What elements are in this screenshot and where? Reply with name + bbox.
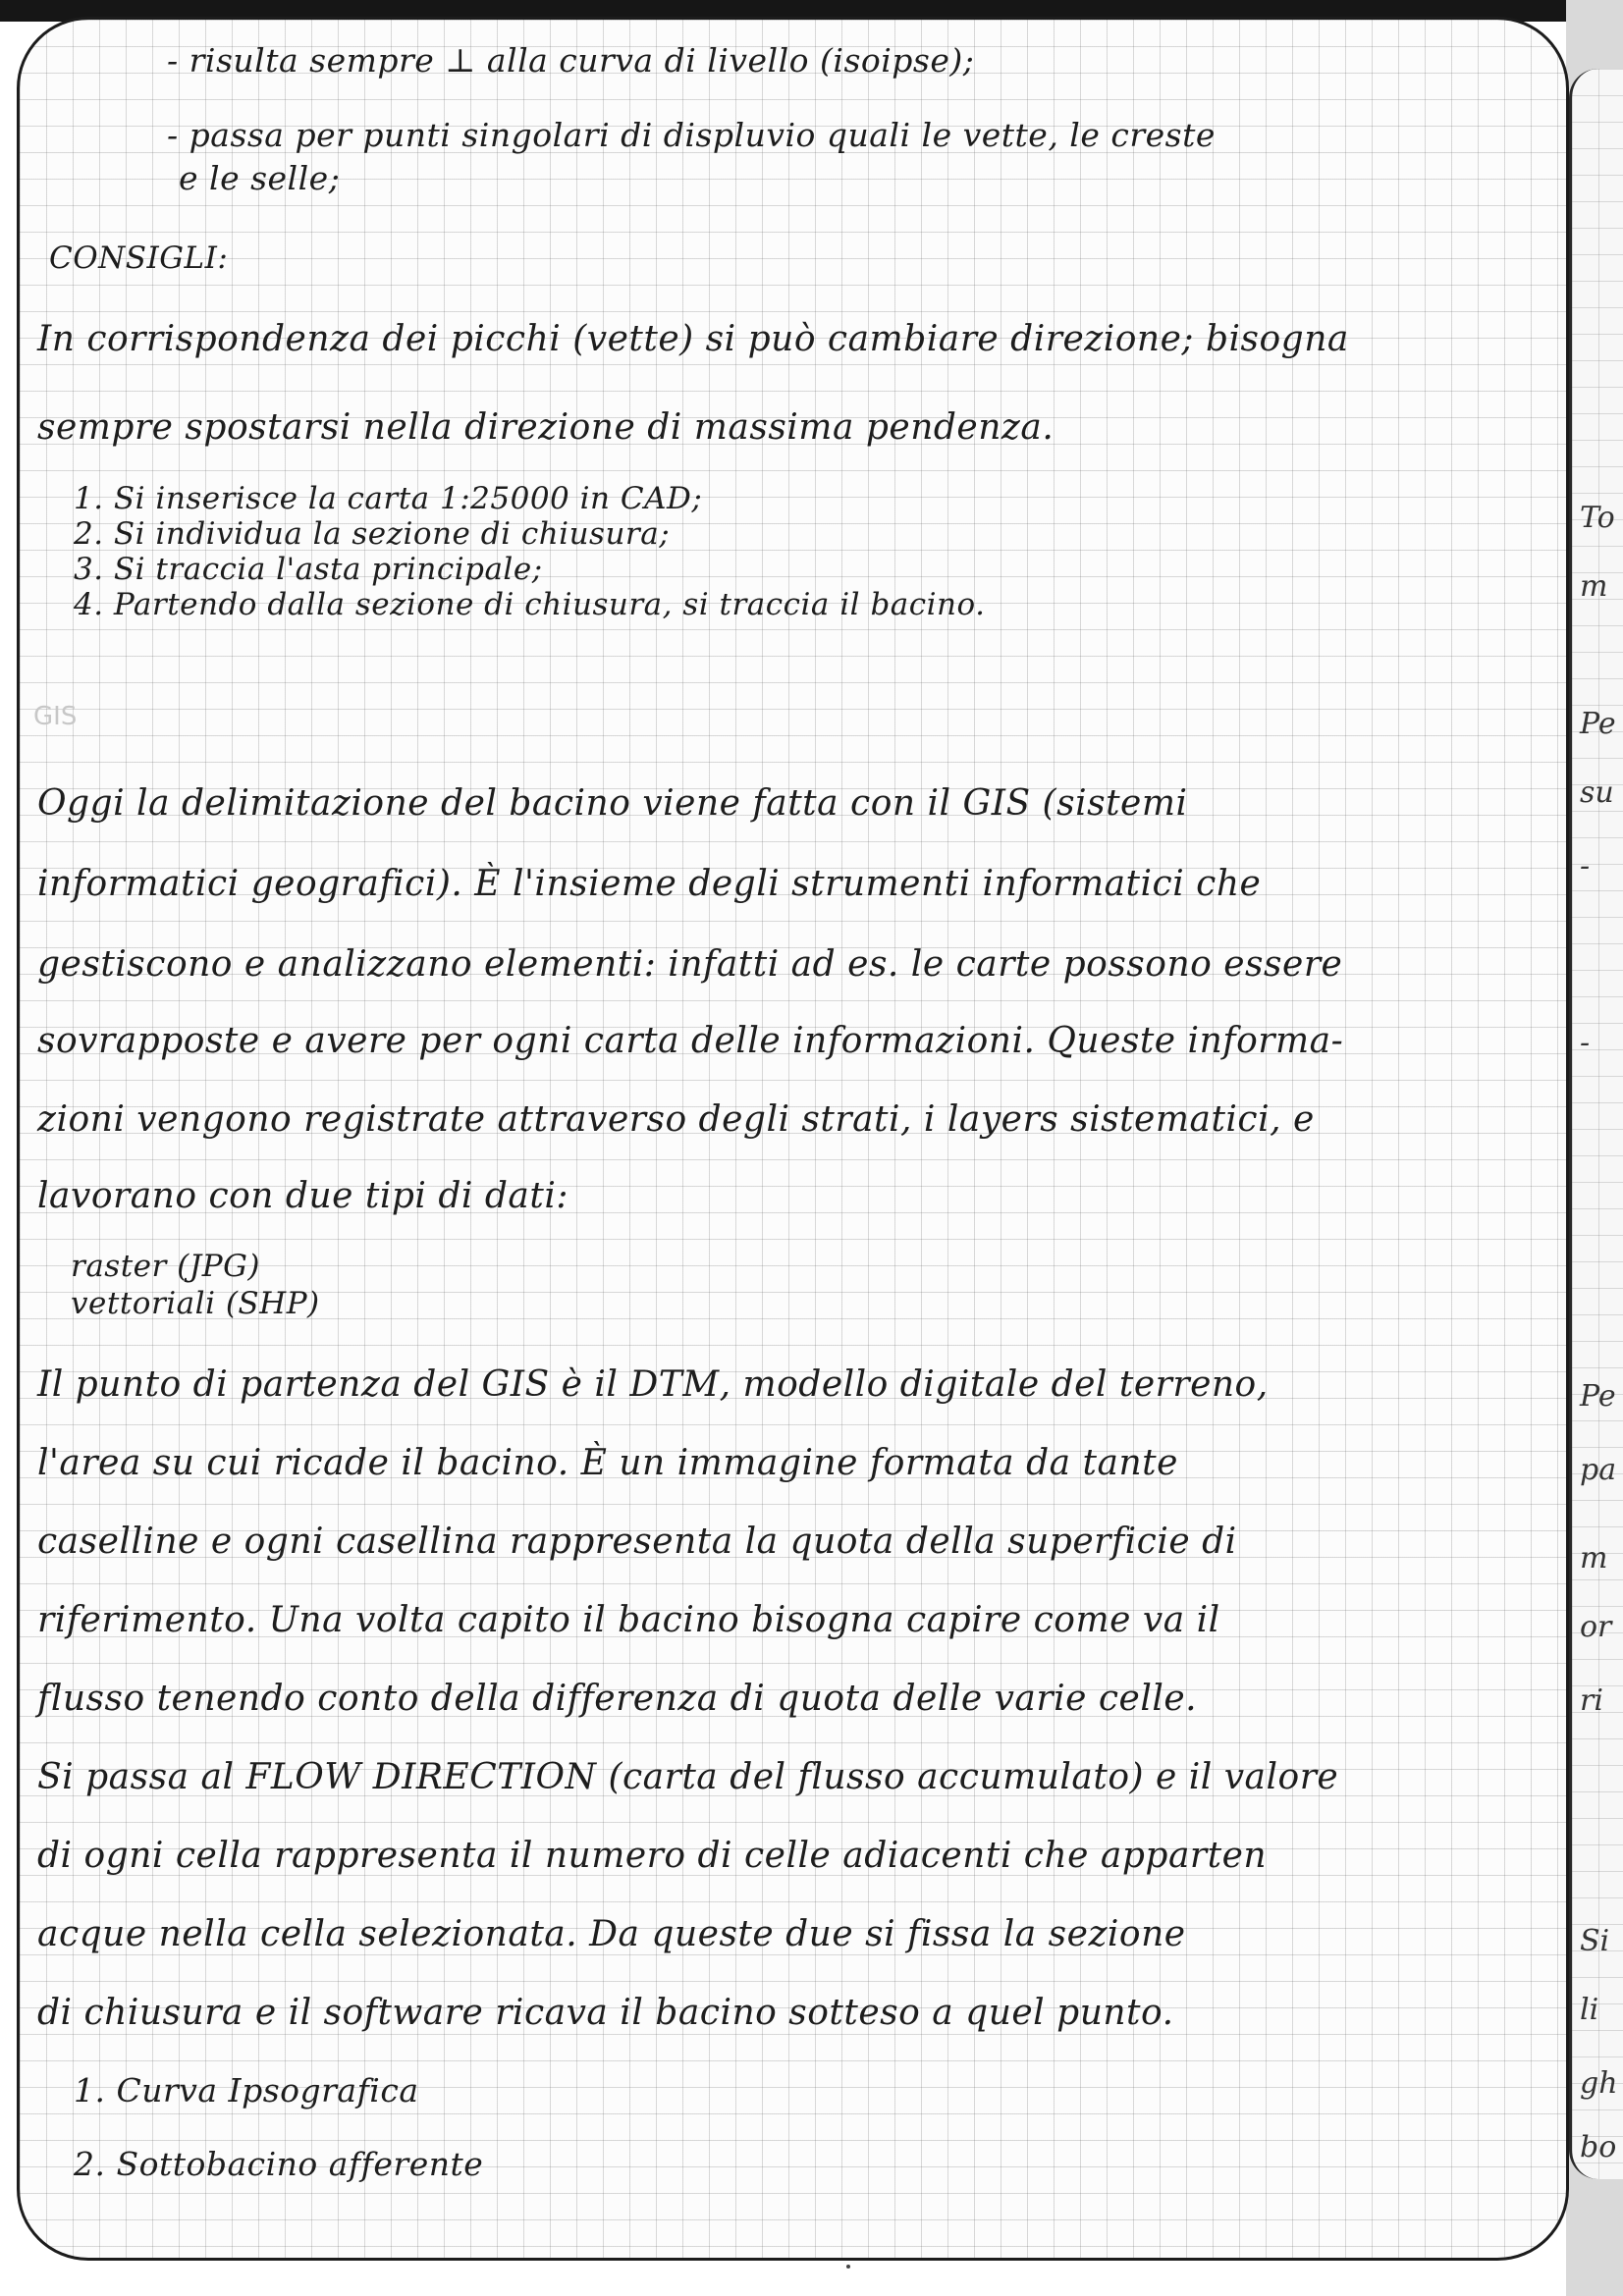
text-line: zioni vengono registrate attraverso degli strati, i layers sistematici, e xyxy=(37,1099,1315,1140)
side-fragment: - xyxy=(1580,849,1591,883)
side-fragment: To xyxy=(1580,501,1615,535)
text-line: riferimento. Una volta capito il bacino bisogna capire come va il xyxy=(37,1600,1220,1640)
list-item: 2. Sottobacino afferente xyxy=(74,2145,484,2183)
text-line: Il punto di partenza del GIS è il DTM, modello digitale del terreno, xyxy=(37,1364,1269,1405)
side-fragment: ri xyxy=(1580,1683,1603,1718)
side-fragment: m xyxy=(1580,1541,1608,1575)
side-fragment: bo xyxy=(1580,2130,1617,2164)
side-fragment: pa xyxy=(1580,1453,1617,1487)
side-fragment: Si xyxy=(1580,1924,1610,1958)
section-heading: CONSIGLI: xyxy=(49,240,229,276)
list-item: 3. Si traccia l'asta principale; xyxy=(74,552,543,587)
text-line: di ogni cella rappresenta il numero di celle adiacenti che apparten xyxy=(37,1836,1268,1876)
text-line: Si passa al FLOW DIRECTION (carta del flusso accumulato) e il valore xyxy=(37,1757,1339,1797)
text-line: lavorano con due tipi di dati: xyxy=(37,1176,569,1216)
adjacent-page xyxy=(1569,69,1623,2179)
side-fragment: li xyxy=(1580,1993,1599,2027)
side-fragment: m xyxy=(1580,569,1608,604)
side-fragment: su xyxy=(1580,775,1614,810)
scan-edge-top xyxy=(0,0,1623,22)
text-line: - risulta sempre ⊥ alla curva di livello (isoipse); xyxy=(167,41,975,80)
text-line: gestiscono e analizzano elementi: infatti ad es. le carte possono essere xyxy=(37,944,1343,985)
text-line: e le selle; xyxy=(179,159,341,197)
text-line: di chiusura e il software ricava il bacino sotteso a quel punto. xyxy=(37,1993,1174,2033)
text-line: caselline e ogni casellina rappresenta la quota della superficie di xyxy=(37,1522,1237,1562)
faint-heading: GIS xyxy=(33,702,78,731)
side-fragment: or xyxy=(1580,1610,1612,1644)
list-item: raster (JPG) xyxy=(71,1249,260,1284)
text-line: - passa per punti singolari di displuvio quali le vette, le creste xyxy=(167,116,1216,154)
list-item: 2. Si individua la sezione di chiusura; xyxy=(74,516,671,552)
notebook-page xyxy=(20,20,1566,2258)
list-item: vettoriali (SHP) xyxy=(71,1286,320,1321)
text-line: In corrispondenza dei picchi (vette) si può cambiare direzione; bisogna xyxy=(37,319,1349,359)
side-fragment: Pe xyxy=(1580,1379,1616,1414)
side-fragment: gh xyxy=(1580,2066,1618,2101)
text-line: informatici geografici). È l'insieme degli strumenti informatici che xyxy=(37,864,1262,904)
list-item: 1. Curva Ipsografica xyxy=(74,2071,419,2109)
list-item: 1. Si inserisce la carta 1:25000 in CAD; xyxy=(74,481,703,516)
text-line: acque nella cella selezionata. Da queste due si fissa la sezione xyxy=(37,1914,1186,1954)
text-line: l'area su cui ricade il bacino. È un immagine formata da tante xyxy=(37,1443,1178,1483)
side-fragment: - xyxy=(1580,1026,1591,1060)
text-line: Oggi la delimitazione del bacino viene fatta con il GIS (sistemi xyxy=(37,783,1188,824)
text-line: sovrapposte e avere per ogni carta delle informazioni. Queste informa- xyxy=(37,1021,1344,1061)
scan-speck xyxy=(846,2265,850,2269)
side-fragment: Pe xyxy=(1580,707,1616,741)
text-line: flusso tenendo conto della differenza di quota delle varie celle. xyxy=(37,1679,1198,1719)
scan-margin-left xyxy=(0,0,20,2296)
list-item: 4. Partendo dalla sezione di chiusura, si traccia il bacino. xyxy=(74,587,986,622)
text-line: sempre spostarsi nella direzione di massima pendenza. xyxy=(37,407,1055,448)
